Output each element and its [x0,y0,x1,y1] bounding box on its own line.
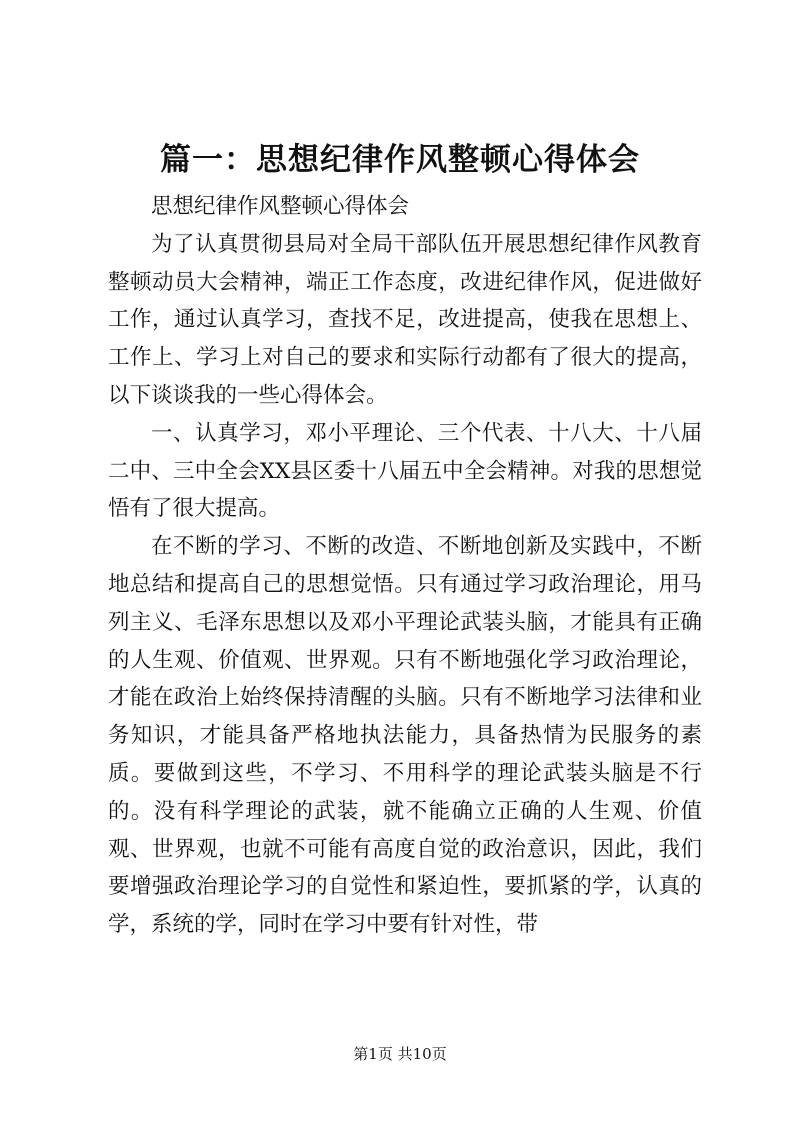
page-footer: 第1页 共10页 [353,1045,447,1063]
paragraph-subtitle: 思想纪律作风整顿心得体会 [151,194,410,219]
paragraph-section-one: 一、认真学习，邓小平理论、三个代表、十八大、十八届二中、三中全会XX县区委十八届五中全会精神。对我的思想觉悟有了很大提高。 [108,420,702,522]
paragraph-body: 在不断的学习、不断的改造、不断地创新及实践中，不断地总结和提高自己的思想觉悟。只有通过学习政治理论，用马列主义、毛泽东思想以及邓小平理论武装头脑，才能具有正确的人生观、价值观、世界观。只有不断地强化学习政治理论，才能在政治上始终保持清醒的头脑。只有不断地学习法律和业务知识，才能具备严格地执法能力，具备热情为民服务的素质。要做到这些，不学习、不用科学的理论武装头脑是不行的。没有科学理论的武装，就不能确立正确的人生观、价值观、世界观，也就不可能有高度自觉的政治意识，因此，我们要增强政治理论学习的自觉性和紧迫性，要抓紧的学，认真的学，系统的学，同时在学习中要有针对性，带 [108,534,702,938]
paragraph-intro: 为了认真贯彻县局对全局干部队伍开展思想纪律作风教育整顿动员大会精神，端正工作态度，改进纪律作风，促进做好工作，通过认真学习，查找不足，改进提高，使我在思想上、工作上、学习上对自己的要求和实际行动都有了很大的提高，以下谈谈我的一些心得体会。 [108,231,702,408]
document-body [108,188,702,944]
document-title: 篇一：思想纪律作风整顿心得体会 [160,142,640,178]
